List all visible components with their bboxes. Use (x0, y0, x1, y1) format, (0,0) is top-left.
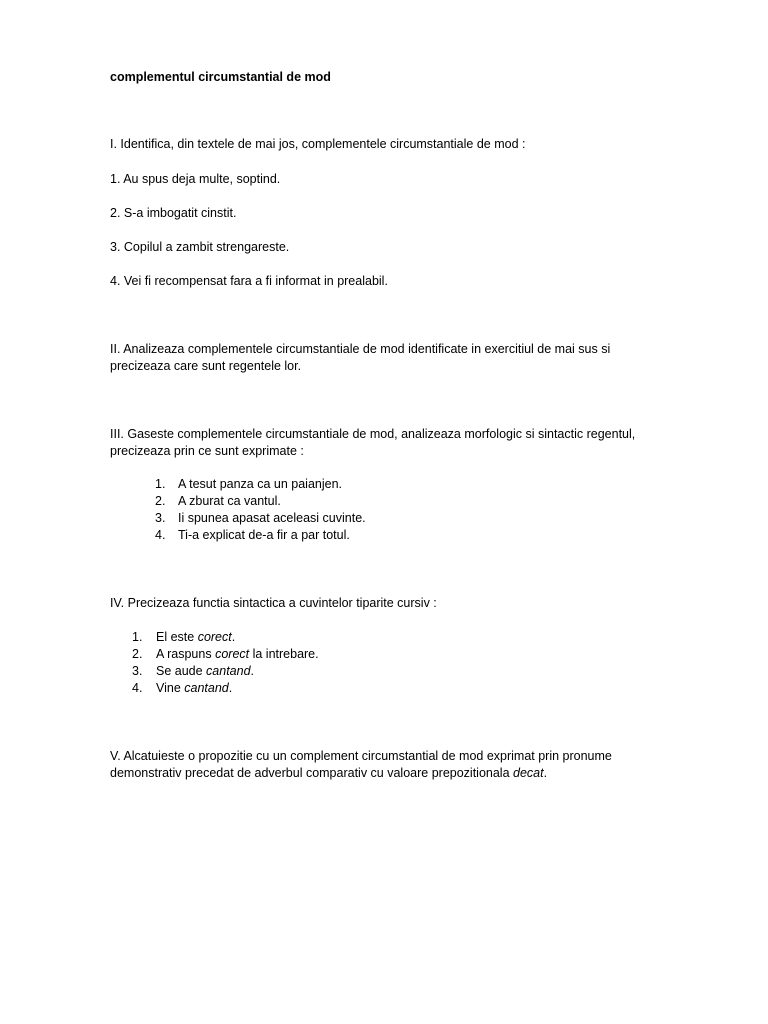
list-item-number: 2. (132, 647, 143, 661)
list-item-number: 2. (155, 494, 166, 508)
list-item: El este corect. (156, 630, 236, 644)
list-item-number: 1. (155, 477, 166, 491)
list-item-number: 3. (132, 664, 143, 678)
document-title: complementul circumstantial de mod (110, 70, 331, 84)
italic-word: cantand (206, 664, 251, 678)
section-4-heading: IV. Precizeaza functia sintactica a cuvintelor tiparite cursiv : (110, 596, 437, 610)
list-item: A zburat ca vantul. (178, 494, 281, 508)
section-1-item-4: 4. Vei fi recompensat fara a fi informat in prealabil. (110, 274, 388, 288)
list-item: Se aude cantand. (156, 664, 255, 678)
section-5-line-2: demonstrativ precedat de adverbul comparativ cu valoare prepozitionala decat. (110, 766, 548, 780)
italic-word: corect (215, 647, 250, 661)
section-1-heading: I. Identifica, din textele de mai jos, complementele circumstantiale de mod : (110, 137, 526, 151)
list-item: A raspuns corect la intrebare. (156, 647, 319, 661)
section-5-line-1: V. Alcatuieste o propozitie cu un complement circumstantial de mod exprimat prin pronume (110, 749, 612, 763)
section-3-line-1: III. Gaseste complementele circumstantiale de mod, analizeaza morfologic si sintactic regentul, (110, 427, 636, 441)
list-item-number: 3. (155, 511, 166, 525)
italic-word: cantand (184, 681, 229, 695)
section-1-item-2: 2. S-a imbogatit cinstit. (110, 206, 237, 220)
section-3-line-2: precizeaza prin ce sunt exprimate : (110, 444, 304, 458)
list-item-number: 1. (132, 630, 143, 644)
section-2-line-1: II. Analizeaza complementele circumstantiale de mod identificate in exercitiul de mai sus si (110, 342, 611, 356)
list-item: A tesut panza ca un paianjen. (178, 477, 343, 491)
list-item: Vine cantand. (156, 681, 233, 695)
list-item-number: 4. (132, 681, 143, 695)
list-item: Ii spunea apasat aceleasi cuvinte. (178, 511, 366, 525)
list-item-number: 4. (155, 528, 166, 542)
section-1-item-3: 3. Copilul a zambit strengareste. (110, 240, 290, 254)
list-item: Ti-a explicat de-a fir a par totul. (178, 528, 350, 542)
section-2-line-2: precizeaza care sunt regentele lor. (110, 359, 302, 373)
section-1-item-1: 1. Au spus deja multe, soptind. (110, 172, 281, 186)
italic-word: decat (513, 766, 544, 780)
italic-word: corect (197, 630, 232, 644)
